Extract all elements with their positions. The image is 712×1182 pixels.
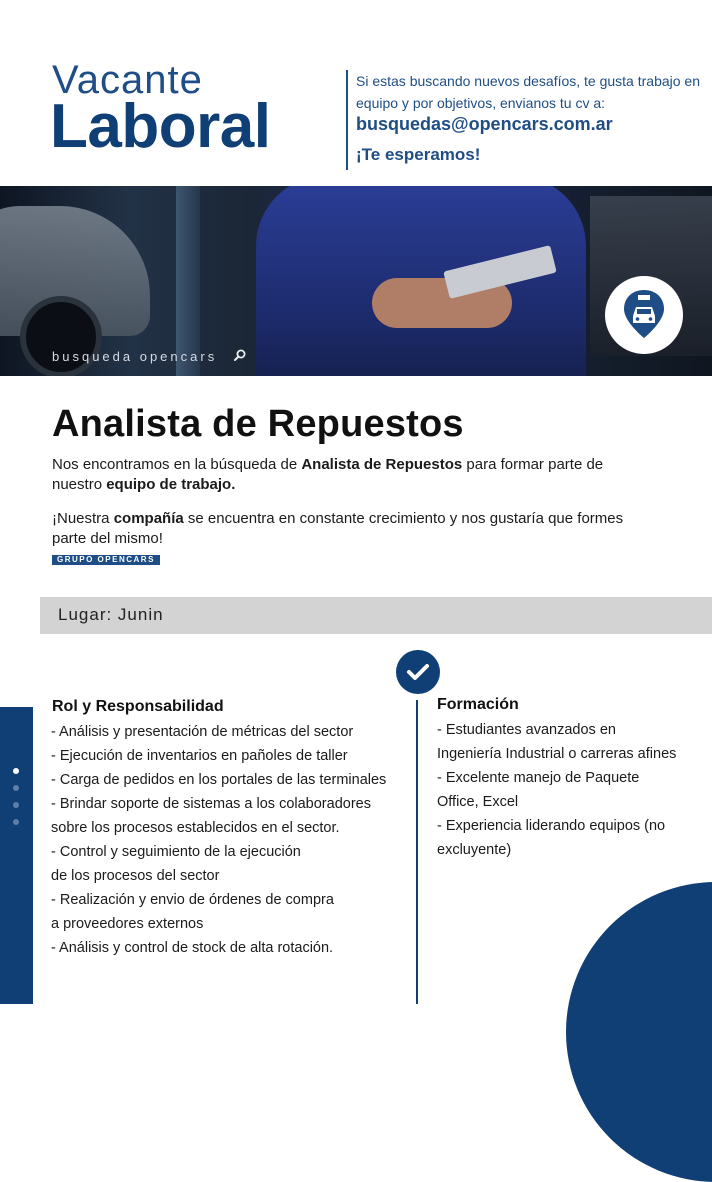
closing-text: ¡Te esperamos!: [356, 145, 481, 164]
title-laboral: Laboral: [50, 92, 271, 161]
slide-dot: [13, 819, 19, 825]
location-text: Lugar: Junin: [58, 605, 164, 624]
corner-decoration: [566, 882, 712, 1182]
list-item: a proveedores externos: [51, 916, 204, 932]
list-item: excluyente): [437, 842, 512, 858]
list-item: sobre los procesos establecidos en el sector.: [51, 820, 340, 836]
banner-photo: [0, 186, 712, 376]
responsibilities-title: Rol y Responsabilidad: [52, 698, 224, 715]
column-divider: [416, 700, 418, 1004]
education-list: [437, 718, 707, 862]
search-icon: [234, 349, 246, 361]
list-item: - Análisis y presentación de métricas del sector: [51, 724, 354, 740]
list-item: - Estudiantes avanzados en: [437, 722, 616, 738]
list-item: - Realización y envio de órdenes de compra: [51, 892, 334, 908]
company-tag: GRUPO OPENCARS: [52, 555, 160, 565]
slide-dot: [13, 802, 19, 808]
slide-dot-active: [13, 768, 19, 774]
header-divider: [346, 70, 348, 170]
check-icon: [404, 660, 432, 684]
list-item: - Excelente manejo de Paquete: [437, 770, 640, 786]
list-item: - Control y seguimiento de la ejecución: [51, 844, 301, 860]
company-description: ¡Nuestra compañía se encuentra en constante crecimiento y nos gustaría que formes parte del mismo!: [52, 510, 624, 547]
car-pin-icon: [621, 288, 667, 340]
banner-search-text: busqueda opencars: [52, 349, 218, 364]
list-item: - Experiencia liderando equipos (no: [437, 818, 666, 834]
left-accent-bar: [0, 707, 33, 1004]
job-title: Analista de Repuestos: [52, 403, 464, 445]
list-item: - Análisis y control de stock de alta rotación.: [51, 940, 334, 956]
list-item: de los procesos del sector: [51, 868, 220, 884]
list-item: - Ejecución de inventarios en pañoles de taller: [51, 748, 348, 764]
title-vacante: Vacante: [52, 58, 203, 102]
list-item: Ingeniería Industrial o carreras afines: [437, 746, 677, 762]
list-item: Office, Excel: [437, 794, 519, 810]
intro-text: Si estas buscando nuevos desafíos, te gusta trabajo en equipo y por objetivos, envianos tu cv a:: [356, 73, 701, 111]
contact-email[interactable]: busquedas@opencars.com.ar: [356, 114, 613, 134]
list-item: - Carga de pedidos en los portales de las terminales: [51, 772, 387, 788]
job-description: Nos encontramos en la búsqueda de Analista de Repuestos para formar parte de nuestro equipo de trabajo.: [52, 456, 604, 493]
education-title: Formación: [437, 696, 519, 713]
slide-dot: [13, 785, 19, 791]
responsibilities-list: [51, 720, 411, 960]
list-item: - Brindar soporte de sistemas a los colaboradores: [51, 796, 371, 812]
